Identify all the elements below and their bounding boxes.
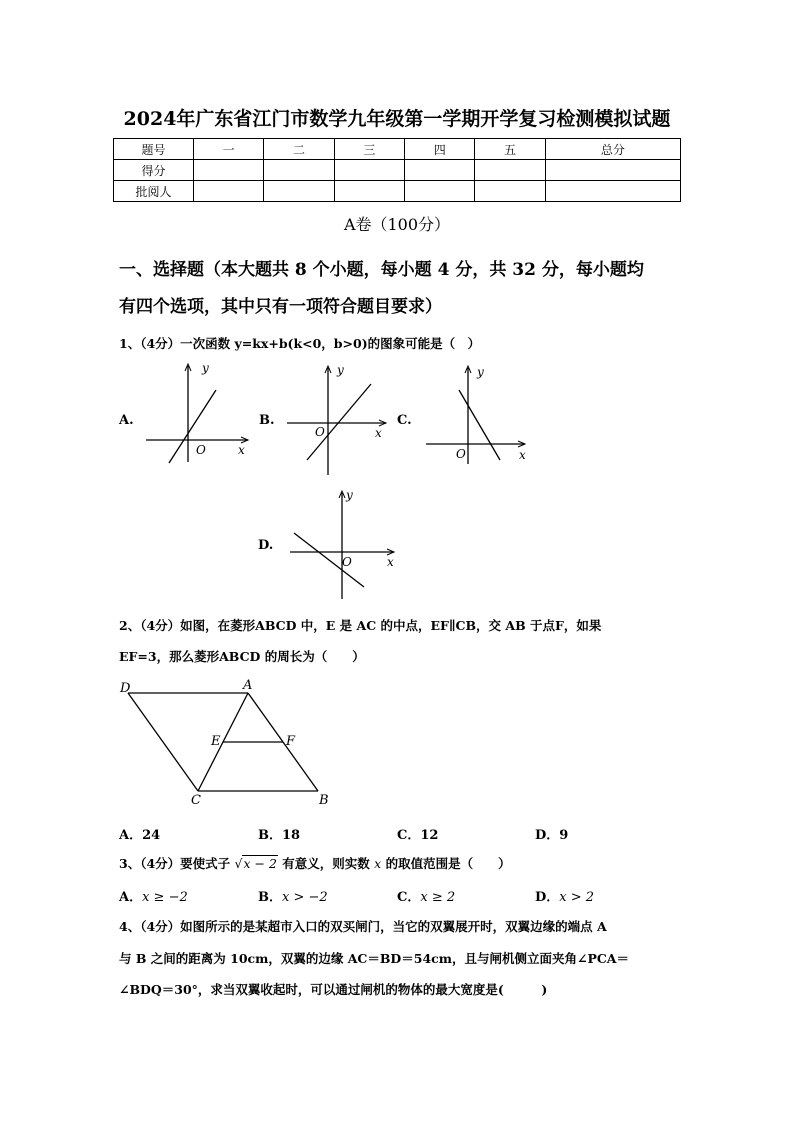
q3-option-d[interactable] [535,886,594,905]
grader-cell[interactable] [405,181,475,202]
y-label: y [202,361,209,375]
label-C: C [191,793,201,808]
q3-prefix: 3、（4分）要使式子 [119,856,231,871]
question-4-line3: ∠BDQ＝30°，求当双翼收起时，可以通过闸机的物体的最大宽度是( ) [119,982,548,997]
function-line [307,384,371,460]
question-4-line2: 与 B 之间的距离为 10cm，双翼的边缘 AC＝BD＝54cm，且与闸机侧立面夹角∠PCA＝ [119,951,630,966]
table-header-cell: 二 [264,139,334,160]
sqrt-sign: √ [234,856,243,871]
q2-option-a[interactable] [119,824,160,843]
score-cell[interactable] [475,160,545,181]
grader-cell[interactable] [475,181,545,202]
y-label: y [346,488,353,502]
label-F: F [286,734,296,749]
label-E: E [211,734,221,749]
option-value: x ≥ −2 [142,890,188,905]
q2-option-d[interactable] [535,824,568,843]
question-1-text: 1、（4分）一次函数 y=kx+b(k<0，b>0)的图象可能是（ ） [119,336,481,351]
q3-option-a[interactable] [119,886,188,905]
question-3-text [119,854,511,872]
y-label: y [477,365,484,379]
table-header-cell: 四 [405,139,475,160]
function-line [294,533,364,587]
table-row [114,160,681,181]
q1-graph-c[interactable] [422,362,532,467]
option-value: 9 [559,828,569,843]
x-label: x [375,426,382,440]
q3-option-c[interactable] [397,886,455,905]
row-label: 批阅人 [114,181,194,202]
table-header-cell: 一 [194,139,264,160]
option-value: x > 2 [559,890,595,905]
q1-graph-d[interactable] [286,487,401,602]
table-header-cell: 题号 [114,139,194,160]
q3-variable: x [374,856,382,871]
sqrt-radicand: x − 2 [243,856,277,871]
q1-option-a-label: A. [119,413,134,428]
rhombus-figure [115,676,340,810]
grader-cell[interactable] [194,181,264,202]
row-label: 得分 [114,160,194,181]
origin-label: O [342,555,352,569]
score-cell[interactable] [405,160,475,181]
q1-graph-b[interactable] [283,362,393,477]
score-table [113,138,681,202]
origin-label: O [456,447,466,461]
table-row [114,181,681,202]
option-value: 12 [420,828,439,843]
question-2-line2: EF=3，那么菱形ABCD 的周长为（ ） [119,649,365,664]
x-label: x [387,555,394,569]
segment-CD [128,693,198,791]
option-value: 24 [142,828,161,843]
question-4-line1: 4、（4分）如图所示的是某超市入口的双买闸门，当它的双翼展开时，双翼边缘的端点 A [119,919,607,934]
sqrt-expression [235,855,278,871]
table-header-cell: 总分 [545,139,680,160]
score-cell[interactable] [264,160,334,181]
page-title: 2024年广东省江门市数学九年级第一学期开学复习检测模拟试题 [123,108,671,130]
q2-option-b[interactable] [258,824,300,843]
q1-graph-a[interactable] [140,360,255,465]
origin-label: O [315,425,325,439]
y-label: y [337,363,344,377]
grader-cell[interactable] [334,181,404,202]
option-value: 18 [282,828,301,843]
x-label: x [519,448,526,462]
grader-cell[interactable] [264,181,334,202]
option-letter: D． [535,828,560,843]
q2-option-c[interactable] [397,824,438,843]
origin-label: O [196,443,206,457]
q1-option-b-label: B. [259,413,275,428]
table-header-cell: 五 [475,139,545,160]
option-letter: C． [397,828,421,843]
option-letter: B． [258,890,282,905]
score-cell[interactable] [194,160,264,181]
option-letter: A． [119,890,143,905]
option-value: x > −2 [282,890,328,905]
function-line [169,390,216,463]
option-letter: D． [535,890,560,905]
question-2-line1: 2、（4分）如图，在菱形ABCD 中，E 是 AC 的中点，EF∥CB，交 AB 于点F，如果 [119,618,602,633]
label-D: D [120,681,131,696]
grader-cell[interactable] [545,181,680,202]
section-heading: A卷（100分） [343,215,451,234]
score-cell[interactable] [545,160,680,181]
table-header-cell: 三 [334,139,404,160]
label-B: B [319,793,329,808]
label-A: A [243,678,253,693]
part-heading-line2: 有四个选项，其中只有一项符合题目要求） [119,297,442,317]
option-value: x ≥ 2 [420,890,456,905]
q1-option-d-label: D. [258,538,274,553]
option-letter: B． [258,828,282,843]
part-heading-line1: 一、选择题（本大题共 8 个小题，每小题 4 分，共 32 分，每小题均 [119,260,644,280]
score-cell[interactable] [334,160,404,181]
option-letter: A． [119,828,143,843]
q3-option-b[interactable] [258,886,328,905]
q3-suffix-b: 的取值范围是（ ） [385,856,511,871]
q1-option-c-label: C. [397,413,412,428]
q3-suffix-a: 有意义，则实数 [282,856,370,871]
table-header-row [114,139,681,160]
option-letter: C． [397,890,421,905]
x-label: x [238,443,245,457]
